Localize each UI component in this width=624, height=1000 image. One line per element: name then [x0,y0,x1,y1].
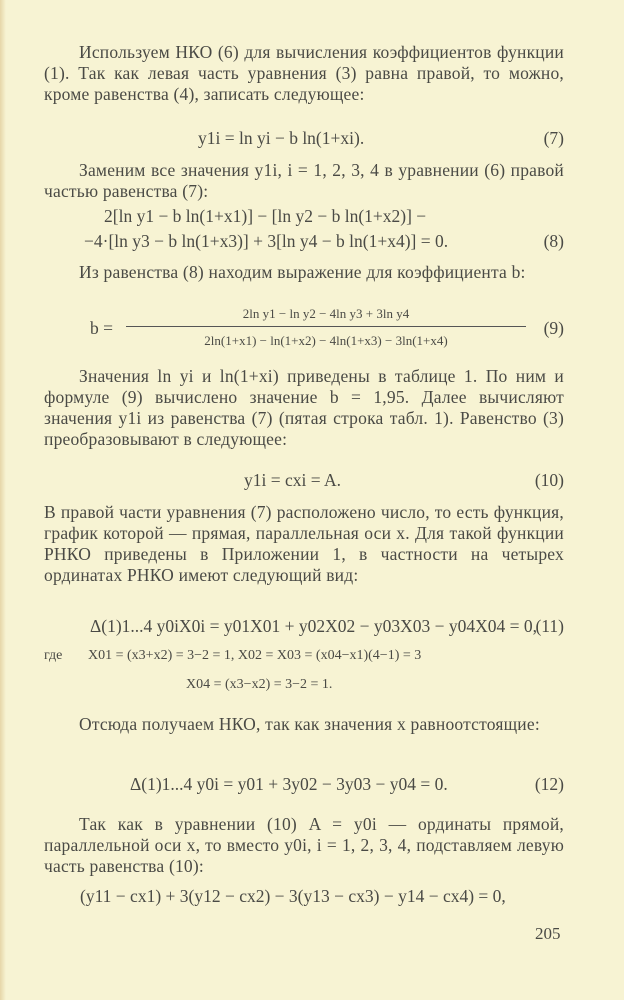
equation-8-line-2: −4·[ln y3 − b ln(1+x3)] + 3[ln y4 − b ln(1+x4)] = 0. [84,231,449,251]
equation-7: y1i = ln yi − b ln(1+xi). [198,128,365,148]
page-number: 205 [535,924,561,943]
paragraph-7: Так как в уравнении (10) A = y0i — ординаты прямой, параллельной оси x, то вместо y0i, i = 1, 2, 3, 4, подставляем левую часть равенства (10): [44,814,564,876]
equation-11-number: (11) [535,616,564,636]
equation-12: Δ(1)1...4 y0i = y01 + 3y02 − 3y03 − y04 = 0. [130,774,448,794]
where-line-2: X04 = (x3−x2) = 3−2 = 1. [186,677,333,692]
equation-9-denominator: 2ln(1+x1) − ln(1+x2) − 4ln(1+x3) − 3ln(1+x4) [204,333,448,348]
where-line-1: X01 = (x3+x2) = 3−2 = 1, X02 = X03 = (x04−x1)(4−1) = 3 [88,648,422,663]
equation-9-numerator: 2ln y1 − ln y2 − 4ln y3 + 3ln y4 [126,306,526,327]
equation-8-line-1: 2[ln y1 − b ln(1+x1)] − [ln y2 − b ln(1+x2)] − [104,206,427,226]
equation-7-number: (7) [543,128,564,148]
paragraph-3: Из равенства (8) находим выражение для коэффициента b: [79,262,526,282]
equation-13: (y11 − cx1) + 3(y12 − cx2) − 3(y13 − cx3) − y14 − cx4) = 0, [80,886,506,906]
equation-10-number: (10) [534,470,564,490]
equation-9-number: (9) [543,318,564,338]
equation-9-lhs: b = [90,318,113,338]
page-edge-shadow [0,0,6,1000]
equation-12-number: (12) [534,774,564,794]
paragraph-6: Отсюда получаем НКО, так как значения x равноотстоящие: [79,714,540,734]
equation-9-fraction [126,306,526,349]
equation-10: y1i = cxi = A. [244,470,342,490]
equation-11: Δ(1)1...4 y0iX0i = y01X01 + y02X02 − y03X03 − y04X04 = 0, [90,616,538,636]
paragraph-4: Значения ln yi и ln(1+xi) приведены в таблице 1. По ним и формуле (9) вычислено значение b = 1,95. Далее вычисляют значения y1i из равенства (7) (пятая строка табл. 1). Равенство (3) преобразовывают в следующее: [44,366,564,449]
paragraph-2: Заменим все значения y1i, i = 1, 2, 3, 4 в уравнении (6) правой частью равенства (7): [44,160,564,201]
where-label: где [44,648,63,663]
paragraph-5: В правой части уравнения (7) расположено число, то есть функция, график которой — прямая, параллельная оси x. Для такой функции РНКО приведены в Приложении 1, в частности на четырех ординатах РНКО имеют следующий вид: [44,502,564,585]
paragraph-1: Используем НКО (6) для вычисления коэффициентов функции (1). Так как левая часть уравнения (3) равна правой, то можно, кроме равенства (4), записать следующее: [44,42,564,104]
equation-8-number: (8) [543,231,564,251]
